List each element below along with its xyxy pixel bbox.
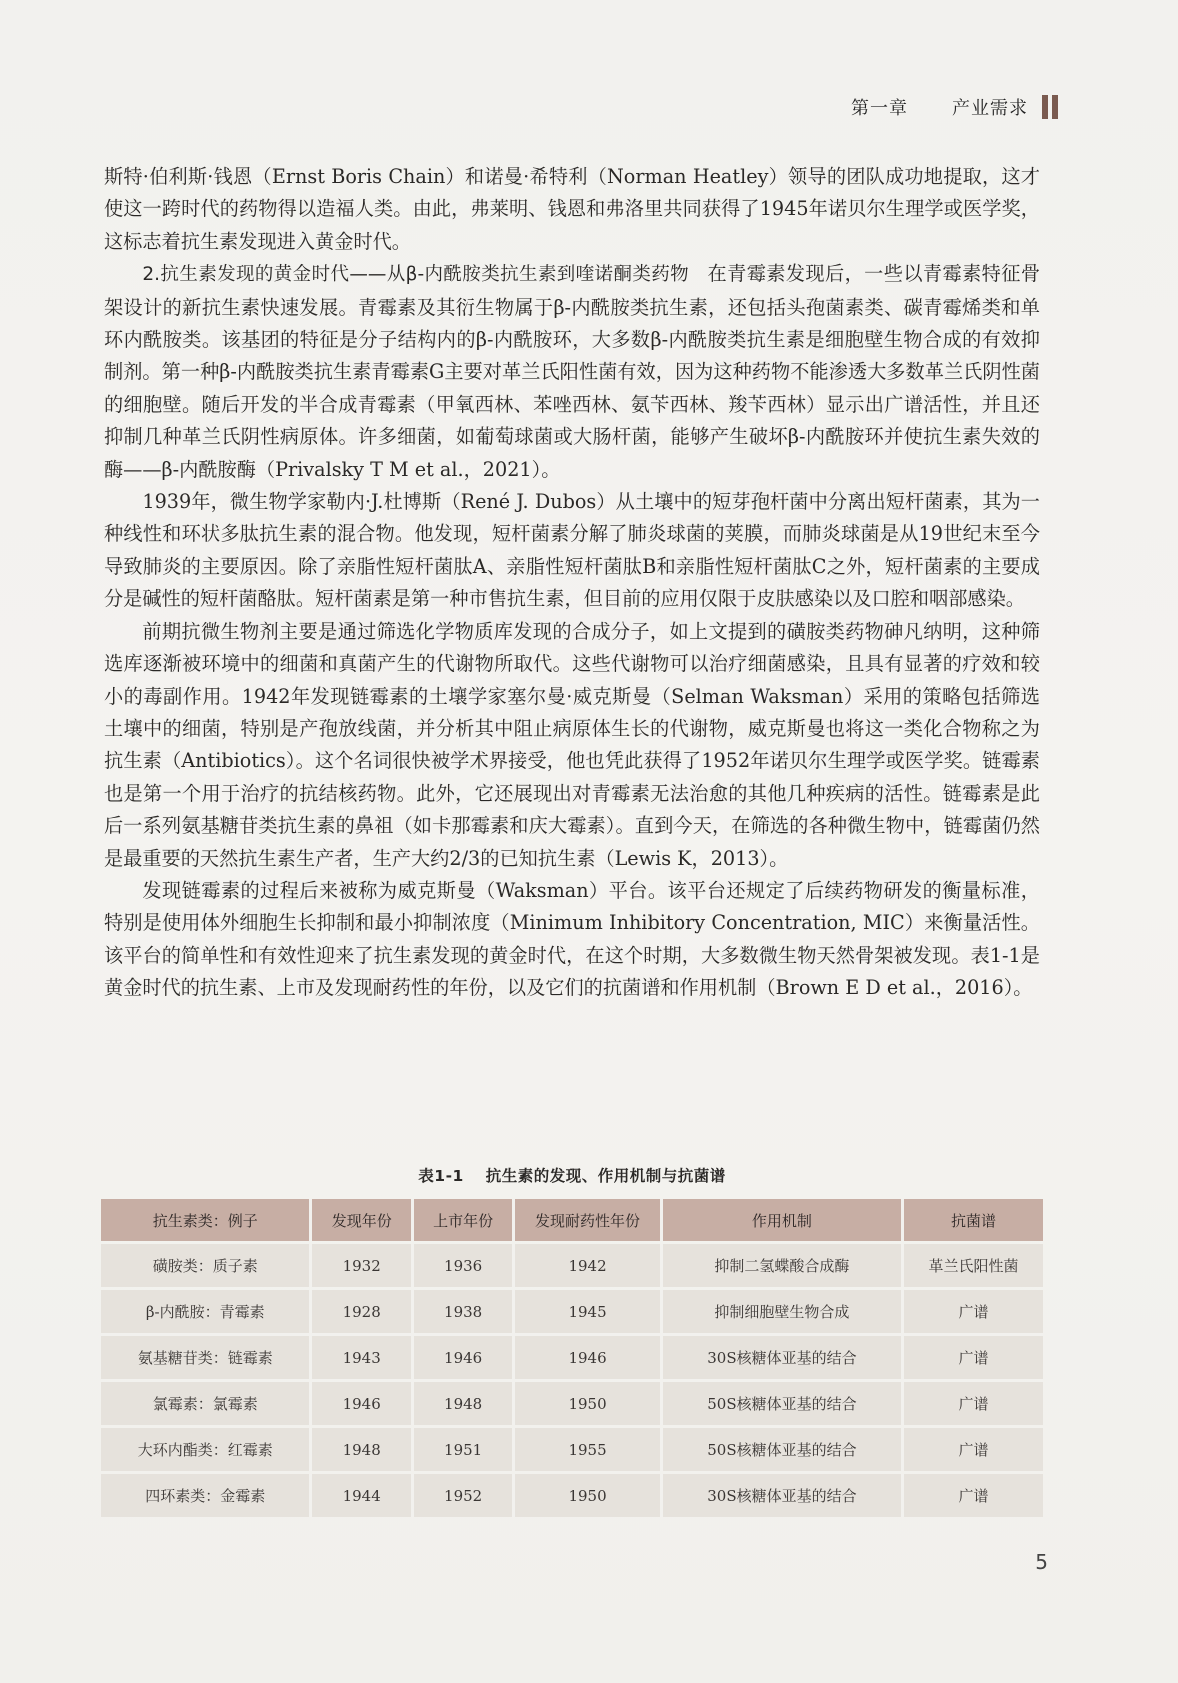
table-cell: 1948 (414, 1382, 515, 1425)
table-header-cell: 上市年份 (414, 1199, 515, 1241)
paragraph-5: 发现链霉素的过程后来被称为威克斯曼（Waksman）平台。该平台还规定了后续药物研发的衡量标准，特别是使用体外细胞生长抑制和最小抑制浓度（Minimum Inhibitory Concentration, MIC）来衡量活性。该平台的简单性和有效性迎来了抗生素发现的黄金时代，在这个时期，大多数微生物天然骨架被发现。表1-1是黄金时代的抗生素、上市及发现耐药性的年份，以及它们的抗菌谱和作用机制（Brown E D et al.，2016）。 (104, 878, 1040, 1000)
page-number: 5 (1035, 1550, 1048, 1574)
table-caption (104, 1164, 1040, 1186)
table-cell: 广谱 (904, 1290, 1043, 1333)
table-cell: 抑制细胞壁生物合成 (663, 1290, 904, 1333)
table-header-cell: 发现耐药性年份 (515, 1199, 662, 1241)
table-header-cell: 抗生素类：例子 (101, 1199, 312, 1241)
table-row (101, 1382, 1043, 1425)
table-cell: 1944 (312, 1474, 413, 1517)
table-cell: 1946 (414, 1336, 515, 1379)
paragraph-3: 1939年，微生物学家勒内·J.杜博斯（René J. Dubos）从土壤中的短芽孢杆菌中分离出短杆菌素，其为一种线性和环状多肽抗生素的混合物。他发现，短杆菌素分解了肺炎球菌的荚膜，而肺炎球菌是从19世纪末至今导致肺炎的主要原因。除了亲脂性短杆菌肽A、亲脂性短杆菌肽B和亲脂性短杆菌肽C之外，短杆菌素的主要成分是碱性的短杆菌酪肽。短杆菌素是第一种市售抗生素，但目前的应用仅限于皮肤感染以及口腔和咽部感染。 (104, 490, 1040, 611)
table-cell: 1948 (312, 1428, 413, 1471)
table-cell: 30S核糖体亚基的结合 (663, 1474, 904, 1517)
table-row (101, 1244, 1043, 1287)
table-cell: β-内酰胺：青霉素 (101, 1290, 312, 1333)
table-cell: 50S核糖体亚基的结合 (663, 1428, 904, 1471)
table-cell: 1951 (414, 1428, 515, 1471)
table-row (101, 1428, 1043, 1471)
table-cell: 1928 (312, 1290, 413, 1333)
running-head (851, 94, 1058, 120)
table-cell: 1952 (414, 1474, 515, 1517)
chapter-title: 产业需求 (952, 98, 1028, 119)
table-cell: 广谱 (904, 1382, 1043, 1425)
table-caption-title: 抗生素的发现、作用机制与抗菌谱 (485, 1167, 726, 1185)
table-cell: 1936 (414, 1244, 515, 1287)
table-cell: 1945 (515, 1290, 662, 1333)
table-cell: 1938 (414, 1290, 515, 1333)
table-cell: 1942 (515, 1244, 662, 1287)
table-header-cell: 作用机制 (663, 1199, 904, 1241)
table-cell: 广谱 (904, 1474, 1043, 1517)
table-cell: 1943 (312, 1336, 413, 1379)
table-cell: 革兰氏阳性菌 (904, 1244, 1043, 1287)
chapter-label: 第一章 (851, 98, 908, 119)
paragraph-4: 前期抗微生物剂主要是通过筛选化学物质库发现的合成分子，如上文提到的磺胺类药物砷凡纳明，这种筛选库逐渐被环境中的细菌和真菌产生的代谢物所取代。这些代谢物可以治疗细菌感染，且具有显著的疗效和较小的毒副作用。1942年发现链霉素的土壤学家塞尔曼·威克斯曼（Selman Waksman）采用的策略包括筛选土壤中的细菌，特别是产孢放线菌，并分析其中阻止病原体生长的代谢物，威克斯曼也将这一类化合物称之为抗生素（Antibiotics）。这个名词很快被学术界接受，他也凭此获得了1952年诺贝尔生理学或医学奖。链霉素也是第一个用于治疗的抗结核药物。此外，它还展现出对青霉素无法治愈的其他几种疾病的活性。链霉素是此后一系列氨基糖苷类抗生素的鼻祖（如卡那霉素和庆大霉素）。直到今天，在筛选的各种微生物中，链霉菌仍然是最重要的天然抗生素生产者，生产大约2/3的已知抗生素（Lewis K，2013）。 (104, 619, 1040, 870)
table-cell: 广谱 (904, 1336, 1043, 1379)
table-header-cell: 抗菌谱 (904, 1199, 1043, 1241)
table-cell: 1950 (515, 1382, 662, 1425)
table-cell: 1946 (312, 1382, 413, 1425)
table-cell: 30S核糖体亚基的结合 (663, 1336, 904, 1379)
table-row (101, 1290, 1043, 1333)
table-cell: 磺胺类：质子素 (101, 1244, 312, 1287)
table-cell: 1932 (312, 1244, 413, 1287)
table-header-row (101, 1199, 1043, 1241)
chapter-bars-icon (1042, 95, 1058, 119)
table-cell: 四环素类：金霉素 (101, 1474, 312, 1517)
table-cell: 抑制二氢蝶酸合成酶 (663, 1244, 904, 1287)
antibiotics-table (101, 1196, 1043, 1520)
table-cell: 广谱 (904, 1428, 1043, 1471)
section-heading: 2.抗生素发现的黄金时代——从β-内酰胺类抗生素到喹诺酮类药物 (142, 264, 690, 286)
table-cell: 50S核糖体亚基的结合 (663, 1382, 904, 1425)
body-text (104, 161, 1040, 1005)
table-caption-number: 表1-1 (418, 1167, 464, 1185)
paragraph-2-text: 在青霉素发现后，一些以青霉素特征骨架设计的新抗生素快速发展。青霉素及其衍生物属于β-内酰胺类抗生素，还包括头孢菌素类、碳青霉烯类和单环内酰胺类。该基团的特征是分子结构内的β-内酰胺环，大多数β-内酰胺类抗生素是细胞壁生物合成的有效抑制剂。第一种β-内酰胺类抗生素青霉素G主要对革兰氏阳性菌有效，因为这种药物不能渗透大多数革兰氏阴性菌的细胞壁。随后开发的半合成青霉素（甲氧西林、苯唑西林、氨苄西林、羧苄西林）显示出广谱活性，并且还抑制几种革兰氏阴性病原体。许多细菌，如葡萄球菌或大肠杆菌，能够产生破坏β-内酰胺环并使抗生素失效的酶——β-内酰胺酶（Privalsky T M et al.，2021）。 (104, 262, 1041, 481)
table-cell: 氯霉素：氯霉素 (101, 1382, 312, 1425)
table-cell: 1946 (515, 1336, 662, 1379)
table-row (101, 1474, 1043, 1517)
table-row (101, 1336, 1043, 1379)
table-header-cell: 发现年份 (312, 1199, 413, 1241)
table-cell: 1950 (515, 1474, 662, 1517)
paragraph-1: 斯特·伯利斯·钱恩（Ernst Boris Chain）和诺曼·希特利（Norman Heatley）领导的团队成功地提取，这才使这一跨时代的药物得以造福人类。由此，弗莱明、钱恩和弗洛里共同获得了1945年诺贝尔生理学或医学奖，这标志着抗生素发现进入黄金时代。 (104, 165, 1040, 253)
table-cell: 1955 (515, 1428, 662, 1471)
table-cell: 大环内酯类：红霉素 (101, 1428, 312, 1471)
table-cell: 氨基糖苷类：链霉素 (101, 1336, 312, 1379)
paragraph-2 (104, 258, 1040, 486)
